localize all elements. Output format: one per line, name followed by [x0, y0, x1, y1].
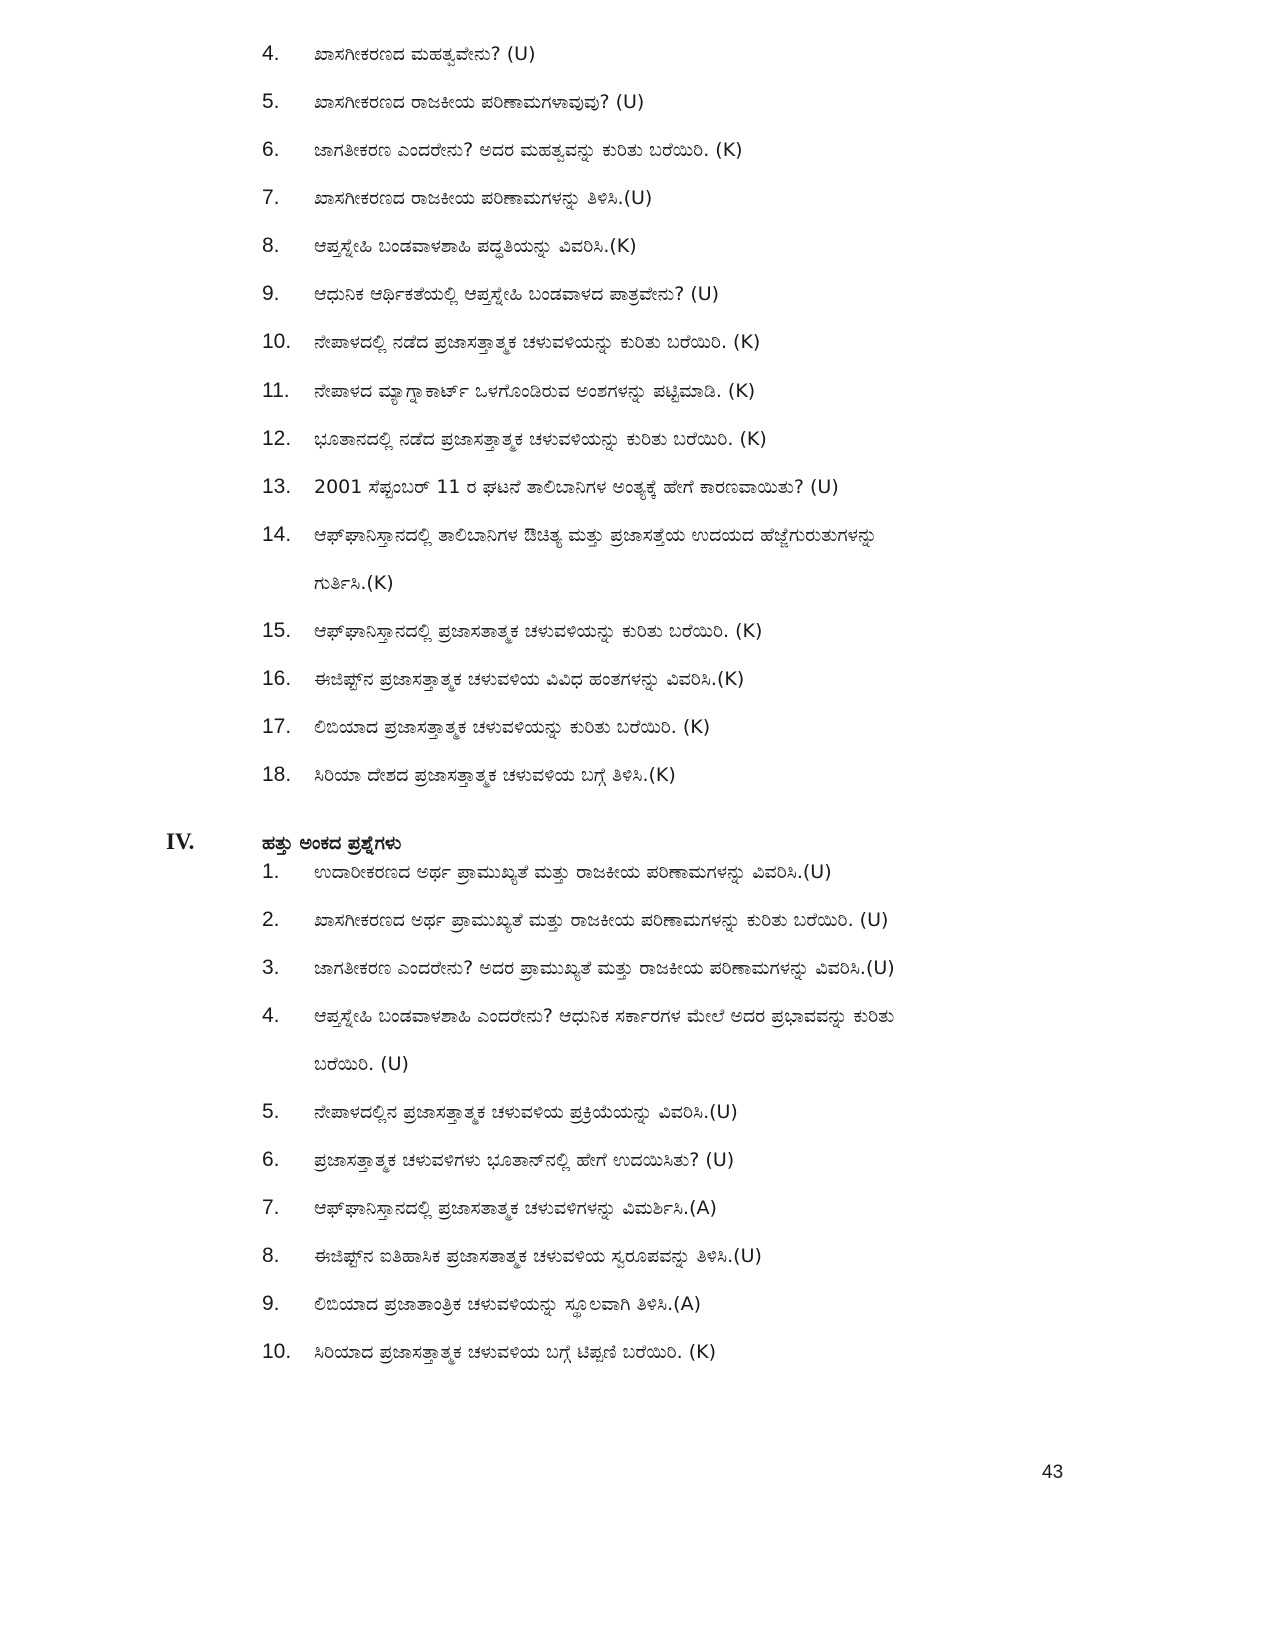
question-item [262, 270, 1082, 319]
question-item [262, 463, 1082, 512]
question-item [262, 1232, 1082, 1281]
question-text: ಆಫ್‌ಘಾನಿಸ್ತಾನದಲ್ಲಿ ಪ್ರಜಾಸತಾತ್ಮಕ ಚಳುವಳಿಯನ್ನು ಕುರಿತು ಬರೆಯಿರಿ. (K) [314, 620, 763, 642]
section-title: ಹತ್ತು ಅಂಕದ ಪ್ರಶ್ನೆಗಳು [262, 832, 402, 854]
question-item [262, 896, 1082, 945]
question-text: ನೇಪಾಳದ ಮ್ಯಾಗ್ನಾಕಾರ್ಟ್ ಒಳಗೊಂಡಿರುವ ಅಂಶಗಳನ್ನು ಪಟ್ಟಿಮಾಡಿ. (K) [314, 380, 756, 402]
question-text: ಲಿಬಿಯಾದ ಪ್ರಜಾತಾಂತ್ರಿಕ ಚಳುವಳಿಯನ್ನು ಸ್ಥೂಲವಾಗಿ ತಿಳಿಸಿ.(A) [314, 1293, 701, 1315]
question-item [262, 1088, 1082, 1137]
question-text-continuation: ಬರೆಯಿರಿ. (U) [314, 1053, 409, 1075]
question-number: 6. [262, 138, 280, 161]
question-number: 7. [262, 186, 280, 209]
question-number: 16. [262, 667, 292, 690]
question-number: 1. [262, 860, 280, 883]
question-number: 10. [262, 330, 292, 353]
question-text: ನೇಪಾಳದಲ್ಲಿ ನಡೆದ ಪ್ರಜಾಸತ್ತಾತ್ಮಕ ಚಳುವಳಿಯನ್ನು ಕುರಿತು ಬರೆಯಿರಿ. (K) [314, 331, 761, 353]
question-item [262, 607, 1082, 656]
question-item [262, 1280, 1082, 1329]
question-text: ಆಧುನಿಕ ಆರ್ಥಿಕತೆಯಲ್ಲಿ ಆಪ್ತಸ್ನೇಹಿ ಬಂಡವಾಳದ ಪಾತ್ರವೇನು? (U) [314, 283, 720, 305]
question-number: 8. [262, 1244, 280, 1267]
question-text: ಈಜಿಪ್ಟ್‌ನ ಪ್ರಜಾಸತ್ತಾತ್ಮಕ ಚಳುವಳಿಯ ವಿವಿಧ ಹಂತಗಳನ್ನು ವಿವರಿಸಿ.(K) [314, 668, 745, 690]
question-number: 9. [262, 282, 280, 305]
question-number: 3. [262, 956, 280, 979]
question-text: ಖಾಸಗೀಕರಣದ ಮಹತ್ವವೇನು? (U) [314, 43, 536, 65]
question-number: 5. [262, 90, 280, 113]
question-item [262, 1184, 1082, 1233]
question-number: 17. [262, 715, 292, 738]
question-number: 14. [262, 523, 292, 546]
question-item [262, 367, 1082, 416]
question-item [262, 848, 1082, 897]
question-number: 4. [262, 42, 280, 65]
question-text: ಪ್ರಜಾಸತ್ತಾತ್ಮಕ ಚಳುವಳಿಗಳು ಭೂತಾನ್‌ನಲ್ಲಿ ಹೇಗೆ ಉದಯಿಸಿತು? (U) [314, 1149, 735, 1171]
question-text: ಆಪ್ತಸ್ನೇಹಿ ಬಂಡವಾಳಶಾಹಿ ಪದ್ಧತಿಯನ್ನು ವಿವರಿಸಿ.(K) [314, 235, 637, 257]
question-item [262, 992, 1082, 1041]
question-item [262, 126, 1082, 175]
question-item [262, 1328, 1082, 1377]
question-number: 13. [262, 475, 292, 498]
question-text: ಸಿರಿಯಾ ದೇಶದ ಪ್ರಜಾಸತ್ತಾತ್ಮಕ ಚಳುವಳಿಯ ಬಗ್ಗೆ ತಿಳಿಸಿ.(K) [314, 764, 676, 786]
question-item [262, 415, 1082, 464]
question-item [262, 78, 1082, 127]
question-text: ಆಫ್‌ಘಾನಿಸ್ತಾನದಲ್ಲಿ ಪ್ರಜಾಸತಾತ್ಮಕ ಚಳುವಳಿಗಳನ್ನು ವಿಮರ್ಶಿಸಿ.(A) [314, 1197, 717, 1219]
question-number: 6. [262, 1148, 280, 1171]
question-item [262, 222, 1082, 271]
question-number: 10. [262, 1340, 292, 1363]
question-text: ಆಪ್ತಸ್ನೇಹಿ ಬಂಡವಾಳಶಾಹಿ ಎಂದರೇನು? ಆಧುನಿಕ ಸರ್ಕಾರಗಳ ಮೇಲೆ ಅದರ ಪ್ರಭಾವವನ್ನು ಕುರಿತು [314, 1005, 895, 1027]
question-text: ಖಾಸಗೀಕರಣದ ರಾಜಕೀಯ ಪರಿಣಾಮಗಳಾವುವು? (U) [314, 91, 645, 113]
question-number: 4. [262, 1004, 280, 1027]
question-number: 8. [262, 234, 280, 257]
question-number: 12. [262, 427, 292, 450]
question-text: ನೇಪಾಳದಲ್ಲಿನ ಪ್ರಜಾಸತ್ತಾತ್ಮಕ ಚಳುವಳಿಯ ಪ್ರಕ್ರಿಯೆಯನ್ನು ವಿವರಿಸಿ.(U) [314, 1101, 738, 1123]
question-item [262, 30, 1082, 79]
section-roman-numeral: IV. [166, 829, 195, 854]
question-text: ಭೂತಾನದಲ್ಲಿ ನಡೆದ ಪ್ರಜಾಸತ್ತಾತ್ಮಕ ಚಳುವಳಿಯನ್ನು ಕುರಿತು ಬರೆಯಿರಿ. (K) [314, 428, 767, 450]
question-item [262, 174, 1082, 223]
question-item [262, 655, 1082, 704]
question-item [262, 1136, 1082, 1185]
question-item [262, 703, 1082, 752]
question-text: ಉದಾರೀಕರಣದ ಅರ್ಥ ಪ್ರಾಮುಖ್ಯತೆ ಮತ್ತು ರಾಜಕೀಯ ಪರಿಣಾಮಗಳನ್ನು ವಿವರಿಸಿ.(U) [314, 861, 832, 883]
question-text: ಖಾಸಗೀಕರಣದ ಅರ್ಥ ಪ್ರಾಮುಖ್ಯತೆ ಮತ್ತು ರಾಜಕೀಯ ಪರಿಣಾಮಗಳನ್ನು ಕುರಿತು ಬರೆಯಿರಿ. (U) [314, 909, 889, 931]
question-number: 7. [262, 1196, 280, 1219]
question-number: 2. [262, 908, 280, 931]
question-text: ಸಿರಿಯಾದ ಪ್ರಜಾಸತ್ತಾತ್ಮಕ ಚಳುವಳಿಯ ಬಗ್ಗೆ ಟಿಪ್ಪಣಿ ಬರೆಯಿರಿ. (K) [314, 1341, 717, 1363]
question-text: ಲಿಬಿಯಾದ ಪ್ರಜಾಸತ್ತಾತ್ಮಕ ಚಳುವಳಿಯನ್ನು ಕುರಿತು ಬರೆಯಿರಿ. (K) [314, 716, 711, 738]
page-number: 43 [1042, 1462, 1064, 1483]
question-number: 5. [262, 1100, 280, 1123]
question-text: ಈಜಿಪ್ಟ್‌ನ ಐತಿಹಾಸಿಕ ಪ್ರಜಾಸತಾತ್ಮಕ ಚಳುವಳಿಯ ಸ್ವರೂಪವನ್ನು ತಿಳಿಸಿ.(U) [314, 1245, 762, 1267]
question-item [262, 944, 1082, 993]
question-item [262, 751, 1082, 800]
question-text-continuation: ಗುರ್ತಿಸಿ.(K) [314, 572, 394, 594]
question-text: ಖಾಸಗೀಕರಣದ ರಾಜಕೀಯ ಪರಿಣಾಮಗಳನ್ನು ತಿಳಿಸಿ.(U) [314, 187, 653, 209]
question-item [262, 511, 1082, 560]
question-text: ಆಫ್‌ಘಾನಿಸ್ತಾನದಲ್ಲಿ ತಾಲಿಬಾನಿಗಳ ಔಚಿತ್ಯ ಮತ್ತು ಪ್ರಜಾಸತ್ತೆಯ ಉದಯದ ಹೆಜ್ಜೆಗುರುತುಗಳನ್ನು [314, 524, 878, 546]
question-number: 9. [262, 1292, 280, 1315]
question-text: 2001 ಸೆಪ್ಟಂಬರ್ 11 ರ ಘಟನೆ ತಾಲಿಬಾನಿಗಳ ಅಂತ್ಯಕ್ಕೆ ಹೇಗೆ ಕಾರಣವಾಯಿತು? (U) [314, 476, 839, 498]
question-text: ಜಾಗತೀಕರಣ ಎಂದರೇನು? ಅದರ ಮಹತ್ವವನ್ನು ಕುರಿತು ಬರೆಯಿರಿ. (K) [314, 139, 743, 161]
question-item [262, 318, 1082, 367]
question-number: 15. [262, 619, 292, 642]
question-text: ಜಾಗತೀಕರಣ ಎಂದರೇನು? ಅದರ ಪ್ರಾಮುಖ್ಯತೆ ಮತ್ತು ರಾಜಕೀಯ ಪರಿಣಾಮಗಳನ್ನು ವಿವರಿಸಿ.(U) [314, 957, 895, 979]
question-number: 18. [262, 763, 292, 786]
question-number: 11. [262, 379, 290, 402]
